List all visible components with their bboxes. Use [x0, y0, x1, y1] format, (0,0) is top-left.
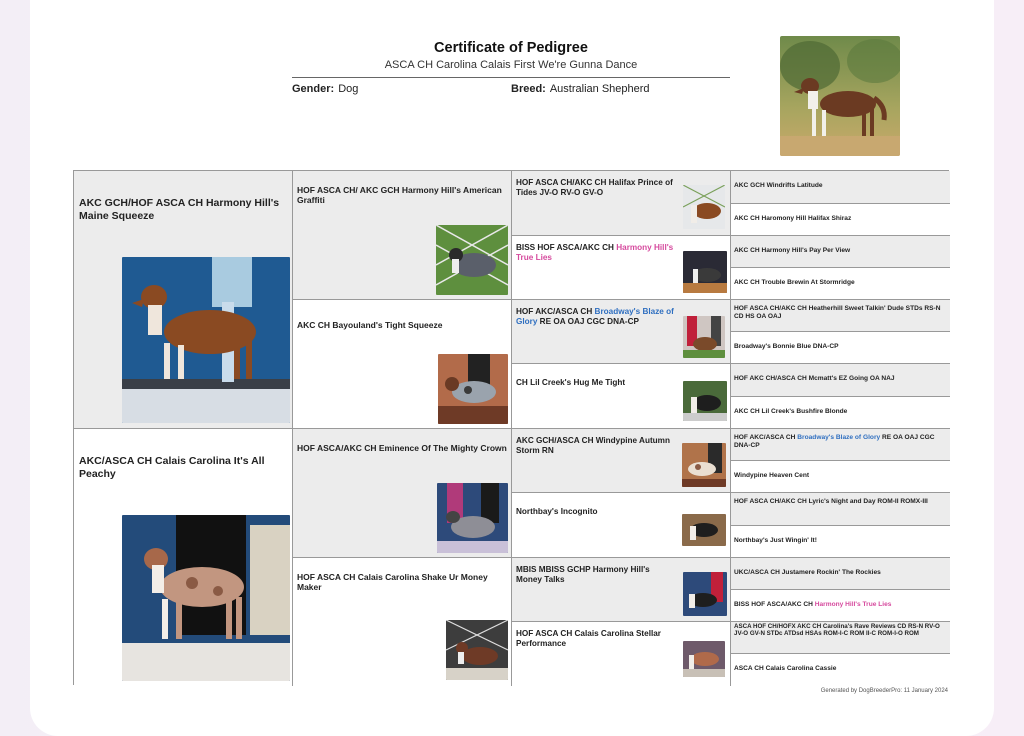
gen4-cell-9 [731, 429, 950, 461]
gen2-cell-2 [293, 300, 512, 429]
gender-field [292, 83, 358, 95]
gen4-cell-12 [731, 526, 950, 558]
gen3-name-5: AKC GCH/ASCA CH Windypine Autumn Storm RN [516, 436, 670, 455]
dam-photo [122, 515, 290, 681]
gen2-cell-4 [293, 558, 512, 686]
gen3-cell-6 [512, 493, 731, 558]
gen4-cell-14 [731, 590, 950, 622]
gen2-photo-1 [436, 225, 508, 295]
gen3-cell-4 [512, 364, 731, 429]
dog-photo [780, 36, 900, 156]
gen4-cell-2 [731, 204, 950, 236]
gen4-cell-4 [731, 268, 950, 300]
gen2-name-1: HOF ASCA CH/ AKC GCH Harmony Hill's American Graffiti [297, 185, 502, 206]
gen2-cell-1 [293, 171, 512, 300]
gen2-name-3: HOF ASCA/AKC CH Eminence Of The Mighty Crown [297, 443, 507, 453]
gen4-name-13: UKC/ASCA CH Justamere Rockin' The Rockies [734, 569, 881, 576]
gen2-photo-4 [446, 620, 508, 680]
gen3-cell-2 [512, 236, 731, 300]
gen4-name-9-link[interactable]: Broadway's Blaze of Glory [797, 434, 881, 441]
gen3-name-2 [516, 243, 676, 263]
breed-label: Breed: [511, 83, 546, 95]
gen3-name-3-link[interactable]: Broadway's Blaze of Glory [516, 307, 674, 326]
gen4-cell-1 [731, 171, 950, 204]
gen4-name-9-prefix: HOF AKC/ASCA CH [734, 434, 796, 441]
gen3-name-3-prefix: HOF AKC/ASCA CH [516, 307, 593, 316]
gen4-cell-3 [731, 236, 950, 268]
gen4-name-1: AKC GCH Windrifts Latitude [734, 182, 823, 189]
dam-name: AKC/ASCA CH Calais Carolina It's All Peachy [79, 455, 265, 480]
gen4-name-6: Broadway's Bonnie Blue DNA-CP [734, 343, 839, 350]
gen4-cell-16 [731, 654, 950, 686]
page-title: Certificate of Pedigree [434, 40, 588, 56]
sire-name: AKC GCH/HOF ASCA CH Harmony Hill's Maine Squeeze [79, 197, 280, 222]
gen3-cell-7 [512, 558, 731, 622]
gen4-name-7: HOF AKC CH/ASCA CH Mcmatt's EZ Going OA NAJ [734, 375, 895, 382]
gen4-name-14-link[interactable]: Harmony Hill's True Lies [814, 601, 892, 608]
gen4-cell-13 [731, 558, 950, 590]
gen3-cell-8 [512, 622, 731, 686]
gen3-photo-6 [682, 514, 726, 546]
gen4-name-4: AKC CH Trouble Brewin At Stormridge [734, 279, 855, 286]
gen4-name-5: HOF ASCA CH/AKC CH Heatherhill Sweet Talkin' Dude STDs RS-N CD HS OA OAJ [734, 305, 941, 321]
gen4-name-3: AKC CH Harmony Hill's Pay Per View [734, 247, 851, 254]
sire-cell [74, 171, 293, 429]
gen2-photo-2 [438, 354, 508, 424]
gen3-photo-2 [683, 251, 727, 293]
gen3-cell-5 [512, 429, 731, 493]
gen3-photo-8 [683, 641, 725, 677]
gen3-name-3-suffix: RE OA OAJ CGC DNA-CP [539, 316, 639, 326]
gen4-name-11: HOF ASCA CH/AKC CH Lyric's Night and Day ROM-II ROMX-III [734, 498, 928, 505]
breed-field [511, 83, 650, 95]
gen3-name-4: CH Lil Creek's Hug Me Tight [516, 378, 626, 387]
gen3-photo-5 [682, 443, 726, 487]
breed-value: Australian Shepherd [549, 83, 650, 95]
gen3-photo-4 [683, 381, 727, 421]
gen4-name-10: Windypine Heaven Cent [734, 472, 810, 479]
gen3-photo-7 [683, 572, 727, 616]
gen4-name-15: ASCA HOF CH/HOFX AKC CH Carolina's Rave Reviews CD RS-N RV-O JV-O GV-N STDc ATDsd HSAs ROM-I-C ROM II-C ROM-I-O ROM [734, 623, 940, 638]
gen3-name-6: Northbay's Incognito [516, 507, 598, 516]
gen3-name-1: HOF ASCA CH/AKC CH Halifax Prince of Tides JV-O RV-O GV-O [516, 178, 673, 197]
gen4-name-9 [734, 434, 948, 450]
gen3-name-2-prefix: BISS HOF ASCA/AKC CH [516, 243, 614, 252]
gen4-name-16: ASCA CH Calais Carolina Cassie [734, 665, 837, 672]
gen4-name-9-suffix: RE OA OAJ CGC DNA-CP [734, 434, 935, 450]
gen3-name-2-link[interactable]: Harmony Hill's True Lies [516, 243, 674, 262]
dam-cell [74, 429, 293, 686]
gen4-name-14-prefix: BISS HOF ASCA/AKC CH [734, 601, 813, 608]
gen3-name-8: HOF ASCA CH Calais Carolina Stellar Performance [516, 629, 661, 648]
gen3-photo-3 [683, 316, 725, 358]
gen4-name-14 [734, 601, 948, 609]
gen3-name-3 [516, 307, 676, 327]
generated-by-footer: Generated by DogBreederPro: 11 January 2024 [820, 688, 948, 694]
gen2-name-2: AKC CH Bayouland's Tight Squeeze [297, 320, 443, 330]
gen4-cell-5 [731, 300, 950, 332]
sire-photo [122, 257, 290, 423]
gender-value: Dog [338, 83, 359, 95]
gen3-photo-1 [683, 185, 725, 229]
gen3-name-7: MBIS MBISS GCHP Harmony Hill's Money Talks [516, 565, 650, 584]
title-divider [292, 77, 730, 78]
gen4-cell-8 [731, 397, 950, 429]
gen3-cell-3 [512, 300, 731, 364]
gen4-cell-6 [731, 332, 950, 364]
gen3-cell-1 [512, 171, 731, 236]
gen4-name-8: AKC CH Lil Creek's Bushfire Blonde [734, 408, 848, 415]
dog-registered-name: ASCA CH Carolina Calais First We're Gunna Dance [384, 59, 638, 71]
gen4-cell-10 [731, 461, 950, 493]
gen4-name-2: AKC CH Haromony Hill Halifax Shiraz [734, 215, 852, 222]
gender-label: Gender: [292, 83, 335, 95]
gen2-photo-3 [437, 483, 508, 553]
gen4-name-12: Northbay's Just Wingin' It! [734, 537, 817, 544]
gen4-cell-15 [731, 622, 950, 654]
pedigree-table [73, 170, 949, 685]
gen2-name-4: HOF ASCA CH Calais Carolina Shake Ur Money Maker [297, 572, 488, 593]
gen2-cell-3 [293, 429, 512, 558]
gen4-cell-11 [731, 493, 950, 526]
gen4-cell-7 [731, 364, 950, 397]
